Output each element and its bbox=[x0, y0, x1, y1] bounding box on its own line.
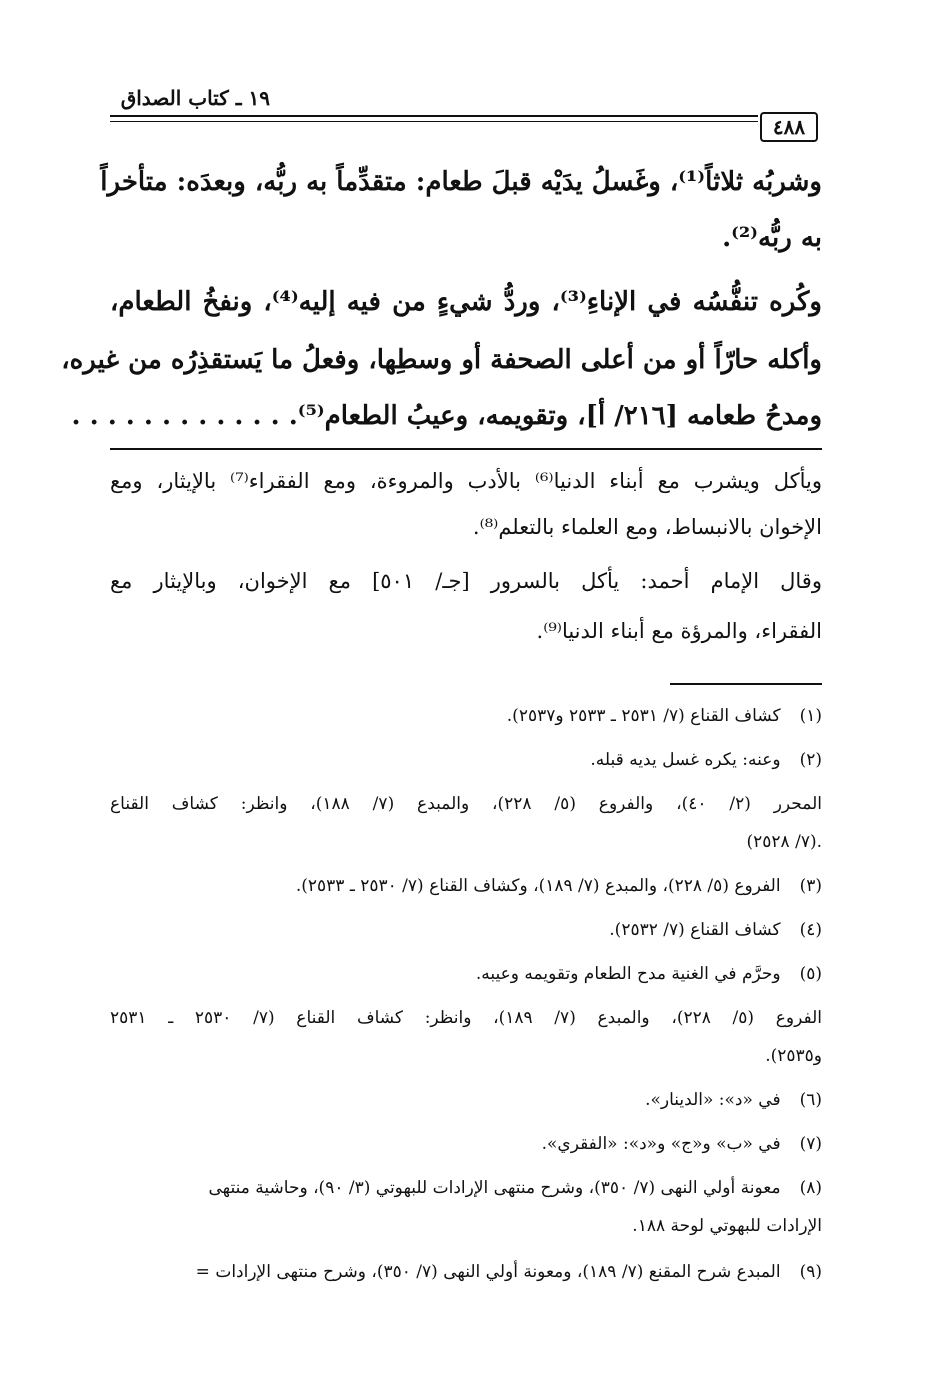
footnote-4 bbox=[110, 916, 822, 944]
footnote-text: في «د»: «الدينار». bbox=[645, 1090, 781, 1110]
page-number: ٤٨٨ bbox=[760, 112, 818, 142]
footnote-number: (٧) bbox=[799, 1134, 822, 1154]
footnote-2-continuation: المحرر (٢/ ٤٠)، والفروع (٥/ ٢٢٨)، والمبدع (٧/ ١٨٨)، وانظر: كشاف القناع bbox=[110, 794, 822, 814]
header-rule-bottom bbox=[110, 121, 758, 122]
footnote-number: (٩) bbox=[799, 1262, 822, 1282]
footnote-divider bbox=[670, 683, 822, 685]
main-line: به ربُّه⁽²⁾. bbox=[722, 223, 822, 253]
footnote-number: (٣) bbox=[799, 876, 822, 896]
footnote-text: وعنه: يكره غسل يديه قبله. bbox=[590, 750, 781, 770]
footnote-text: وحرَّم في الغنية مدح الطعام وتقويمه وعيبه. bbox=[475, 964, 781, 984]
commentary-line: الإخوان بالانبساط، ومع العلماء بالتعلم⁽⁸⁾. bbox=[472, 515, 822, 539]
footnote-5-continuation: الفروع (٥/ ٢٢٨)، والمبدع (٧/ ١٨٩)، وانظر: كشاف القناع (٧/ ٢٥٣٠ ـ ٢٥٣١ bbox=[110, 1008, 822, 1028]
main-line: وشربُه ثلاثاً⁽¹⁾، وغَسلُ يدَيْه قبلَ طعام: متقدِّماً به ربُّه، وبعدَه: متأخراً bbox=[100, 167, 822, 197]
footnote-text: المبدع شرح المقنع (٧/ ١٨٩)، ومعونة أولي النهى (٧/ ٣٥٠)، وشرح منتهى الإرادات = bbox=[195, 1262, 781, 1282]
footnote-1 bbox=[110, 702, 822, 730]
footnote-number: (٨) bbox=[799, 1178, 822, 1198]
footnote-2 bbox=[110, 746, 822, 774]
footnote-number: (٥) bbox=[799, 964, 822, 984]
footnote-text: كشاف القناع (٧/ ٢٥٣١ ـ ٢٥٣٣ و٢٥٣٧). bbox=[506, 706, 781, 726]
footnote-8-continuation: الإرادات للبهوتي لوحة ١٨٨. bbox=[632, 1216, 822, 1236]
main-line: وكُره تنفُّسُه في الإناءِ⁽³⁾، وردُّ شيءٍ من فيه إليه⁽⁴⁾، ونفخُ الطعام، bbox=[110, 287, 822, 317]
footnote-5-continuation: و٢٥٣٥). bbox=[765, 1046, 822, 1066]
footnote-text: في «ب» و«ج» و«د»: «الفقري». bbox=[541, 1134, 781, 1154]
footnote-text: كشاف القناع (٧/ ٢٥٣٢). bbox=[609, 920, 781, 940]
text-divider bbox=[110, 448, 822, 450]
footnote-number: (١) bbox=[799, 706, 822, 726]
footnote-2-continuation: (٧/ ٢٥٢٨). bbox=[746, 832, 822, 852]
footnote-5 bbox=[110, 960, 822, 988]
chapter-title: ١٩ ـ كتاب الصداق bbox=[120, 86, 270, 110]
footnote-6 bbox=[110, 1086, 822, 1114]
footnote-3 bbox=[110, 872, 822, 900]
main-line: وأكله حارّاً أو من أعلى الصحفة أو وسطِها، وفعلُ ما يَستقذِرُه من غيره، bbox=[61, 345, 822, 375]
header-rule-top bbox=[110, 115, 758, 117]
footnote-8 bbox=[110, 1174, 822, 1202]
footnote-text: معونة أولي النهى (٧/ ٣٥٠)، وشرح منتهى الإرادات للبهوتي (٣/ ٩٠)، وحاشية منتهى bbox=[208, 1178, 781, 1198]
commentary-line: ويأكل ويشرب مع أبناء الدنيا⁽⁶⁾ بالأدب والمروءة، ومع الفقراء⁽⁷⁾ بالإيثار، ومع bbox=[110, 469, 822, 493]
footnote-7 bbox=[110, 1130, 822, 1158]
footnote-number: (٢) bbox=[799, 750, 822, 770]
footnote-9 bbox=[110, 1258, 822, 1286]
commentary-line: الفقراء، والمرؤة مع أبناء الدنيا⁽⁹⁾. bbox=[536, 619, 822, 643]
footnote-number: (٤) bbox=[799, 920, 822, 940]
commentary-line: وقال الإمام أحمد: يأكل بالسرور [جـ/ ٥٠١] مع الإخوان، وبالإيثار مع bbox=[110, 569, 822, 593]
footnote-text: الفروع (٥/ ٢٢٨)، والمبدع (٧/ ١٨٩)، وكشاف القناع (٧/ ٢٥٣٠ ـ ٢٥٣٣). bbox=[295, 876, 781, 896]
footnote-number: (٦) bbox=[799, 1090, 822, 1110]
main-line: ومدحُ طعامه [٢١٦/ أ]، وتقويمه، وعيبُ الطعام⁽⁵⁾. . . . . . . . . . . . . bbox=[71, 401, 822, 431]
